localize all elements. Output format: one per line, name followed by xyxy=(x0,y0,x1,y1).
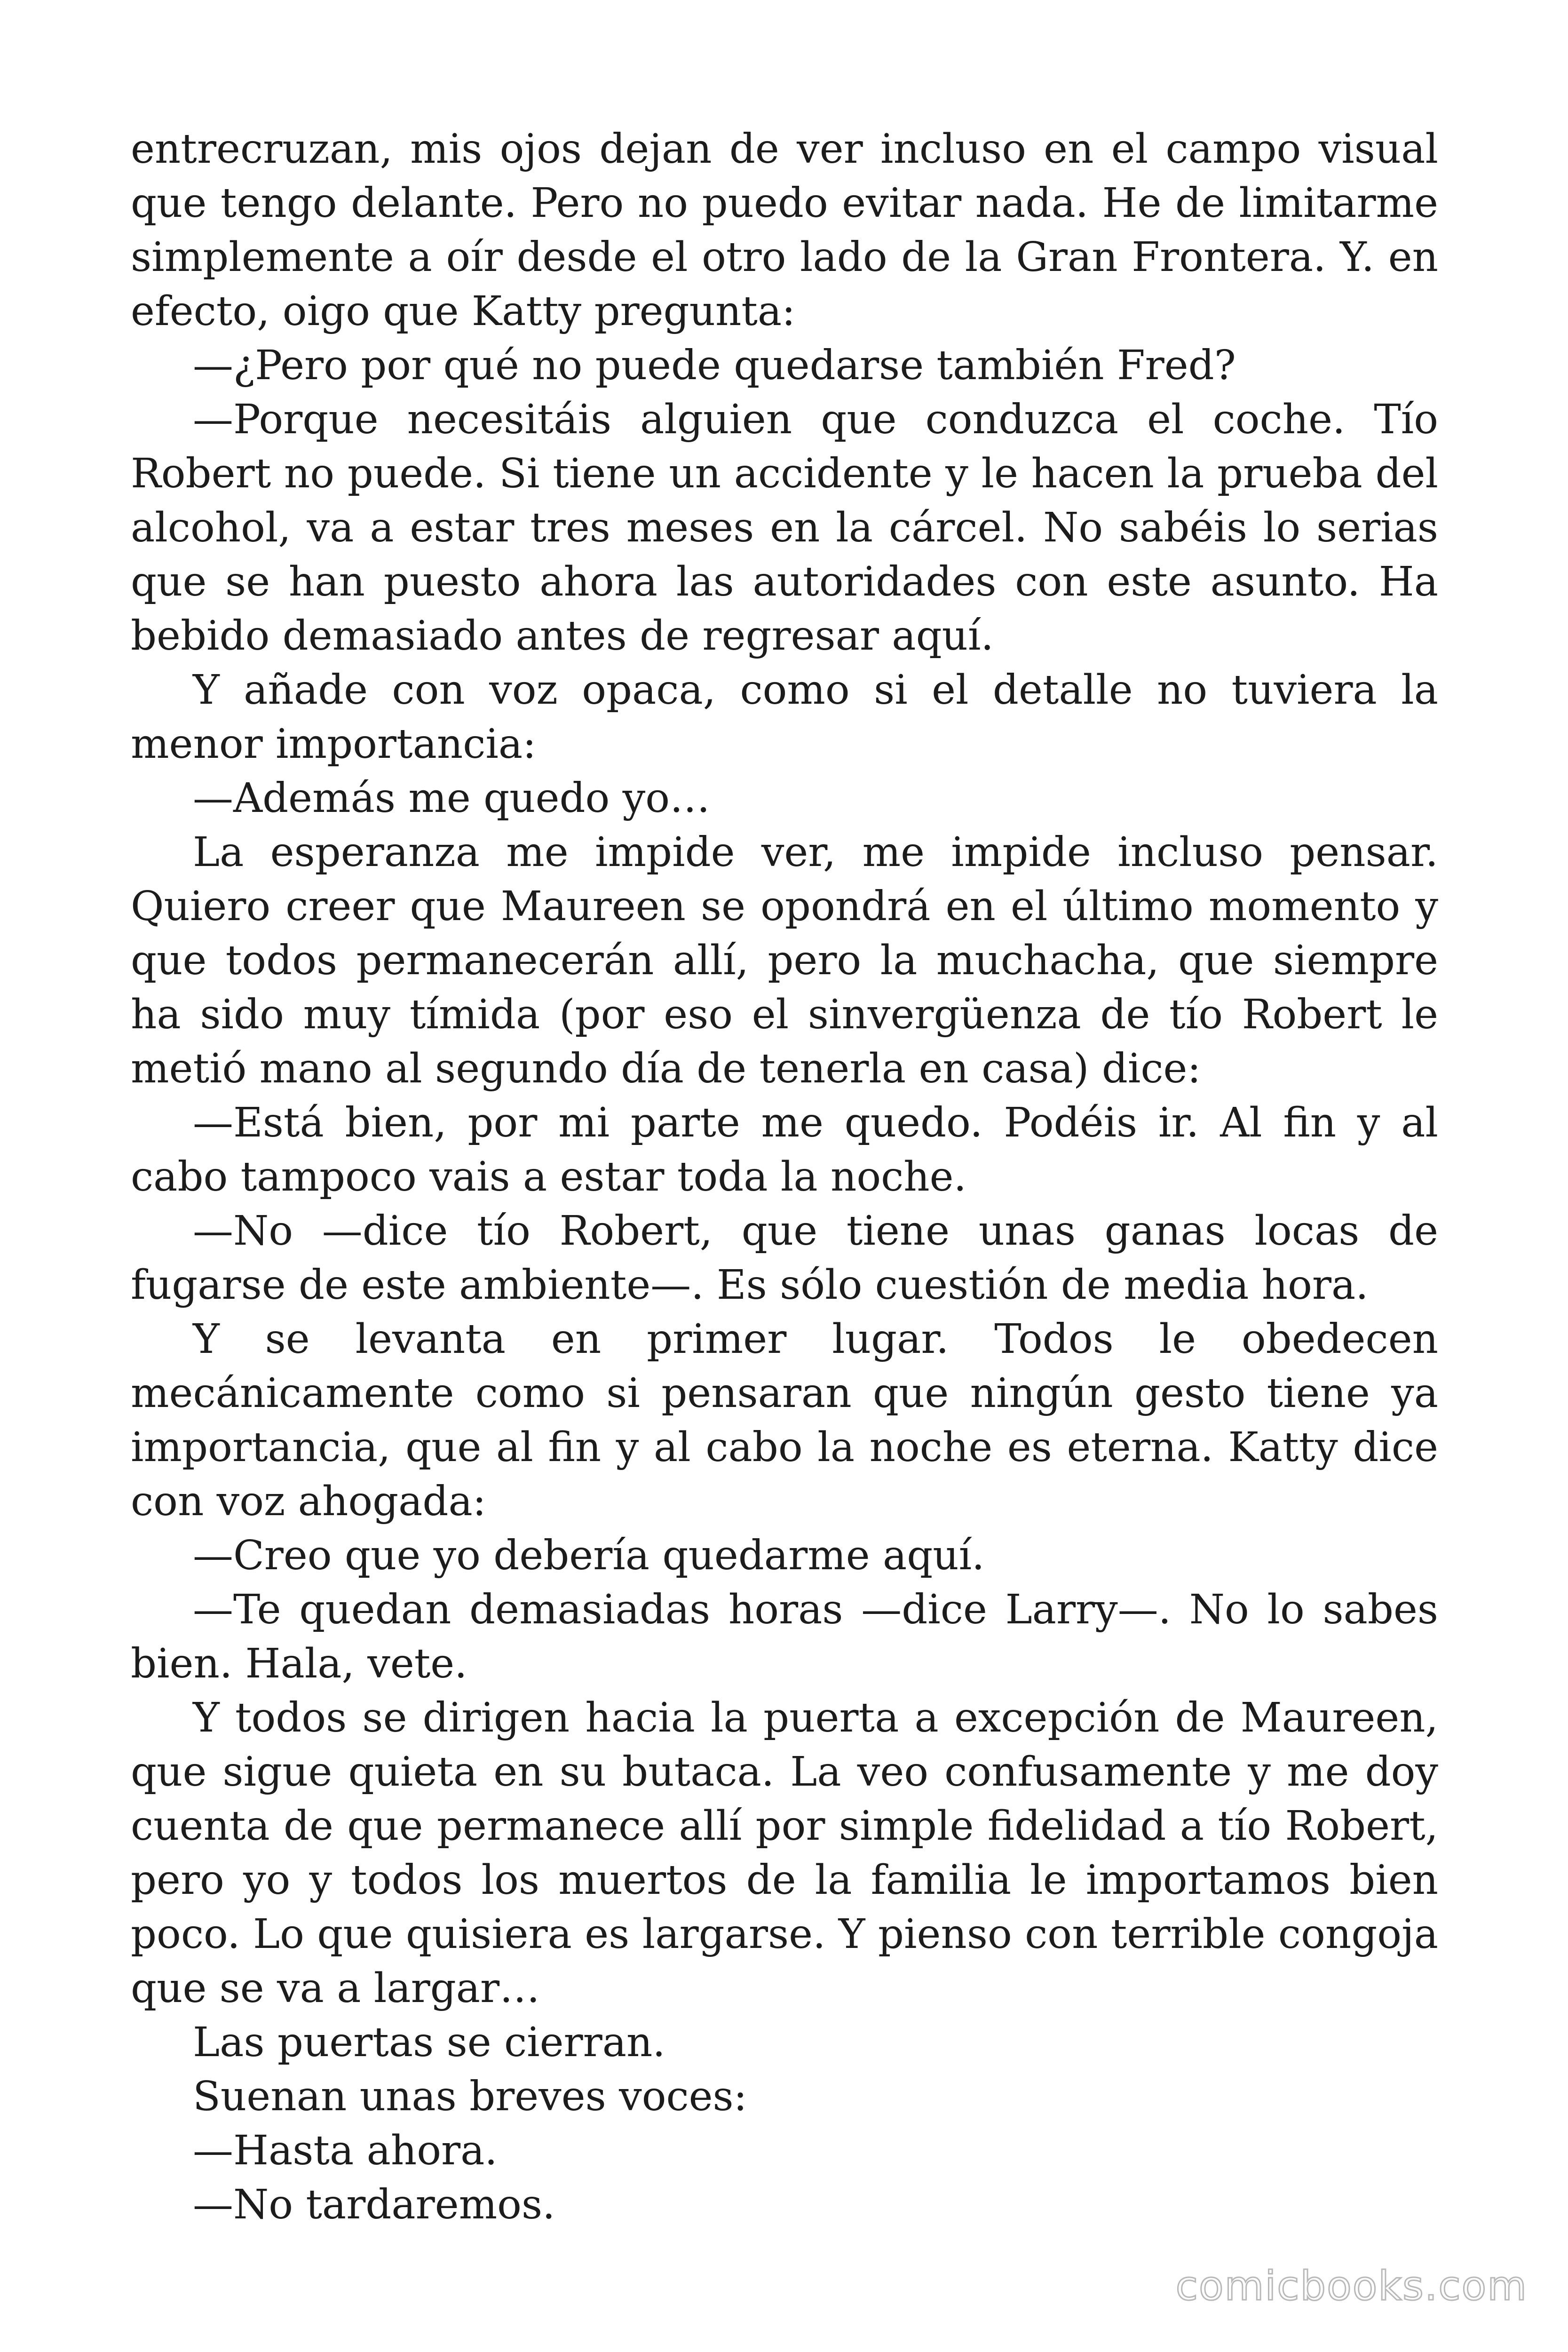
paragraph: —Te quedan demasiadas horas —dice Larry—. No lo sabes bien. Hala, vete. xyxy=(131,1586,1438,1687)
paragraph: La esperanza me impide ver, me impide incluso pensar. Quiero creer que Maureen se opondrá en el último momento y que todos permanecerán allí, pero la muchacha, que siempre ha sido muy tímida (por eso el sinvergüenza de tío Robert le metió mano al segundo día de tenerla en casa) dice: xyxy=(131,829,1438,1092)
paragraph: Las puertas se cierran. xyxy=(193,2019,665,2066)
paragraph: —Está bien, por mi parte me quedo. Podéis ir. Al fin y al cabo tampoco vais a estar toda la noche. xyxy=(131,1099,1438,1200)
paragraph: Y añade con voz opaca, como si el detalle no tuviera la menor importancia: xyxy=(131,667,1438,768)
paragraph-continued: entrecruzan, mis ojos dejan de ver incluso en el campo visual que tengo delante. Pero no puedo evitar nada. He de limitarme simplemente a oír desde el otro lado de la Gran Frontera. Y. en efecto, oigo que Katty pregunta: xyxy=(131,126,1438,335)
book-page-text xyxy=(131,122,1438,2232)
paragraph: —¿Pero por qué no puede quedarse también Fred? xyxy=(193,342,1236,389)
paragraph: —No tardaremos. xyxy=(193,2181,555,2228)
paragraph: Y se levanta en primer lugar. Todos le obedecen mecánicamente como si pensaran que ningún gesto tiene ya importancia, que al fin y al cabo la noche es eterna. Katty dice con voz ahogada: xyxy=(131,1316,1438,1525)
paragraph: —Porque necesitáis alguien que conduzca el coche. Tío Robert no puede. Si tiene un accidente y le hacen la prueba del alcohol, va a estar tres meses en la cárcel. No sabéis lo serias que se han puesto ahora las autoridades con este asunto. Ha bebido demasiado antes de regresar aquí. xyxy=(131,396,1438,660)
paragraph: —Además me quedo yo… xyxy=(193,775,710,822)
paragraph: —Hasta ahora. xyxy=(193,2127,498,2174)
paragraph: —No —dice tío Robert, que tiene unas ganas locas de fugarse de este ambiente—. Es sólo cuestión de media hora. xyxy=(131,1208,1438,1309)
paragraph: Suenan unas breves voces: xyxy=(193,2073,747,2120)
paragraph: Y todos se dirigen hacia la puerta a excepción de Maureen, que sigue quieta en su butaca. La veo confusamente y me doy cuenta de que permanece allí por simple fidelidad a tío Robert, pero yo y todos los muertos de la familia le importamos bien poco. Lo que quisiera es largarse. Y pienso con terrible congoja que se va a largar… xyxy=(131,1694,1438,2012)
paragraph: —Creo que yo debería quedarme aquí. xyxy=(193,1532,985,1579)
watermark: comicbooks.com xyxy=(1175,2263,1528,2310)
